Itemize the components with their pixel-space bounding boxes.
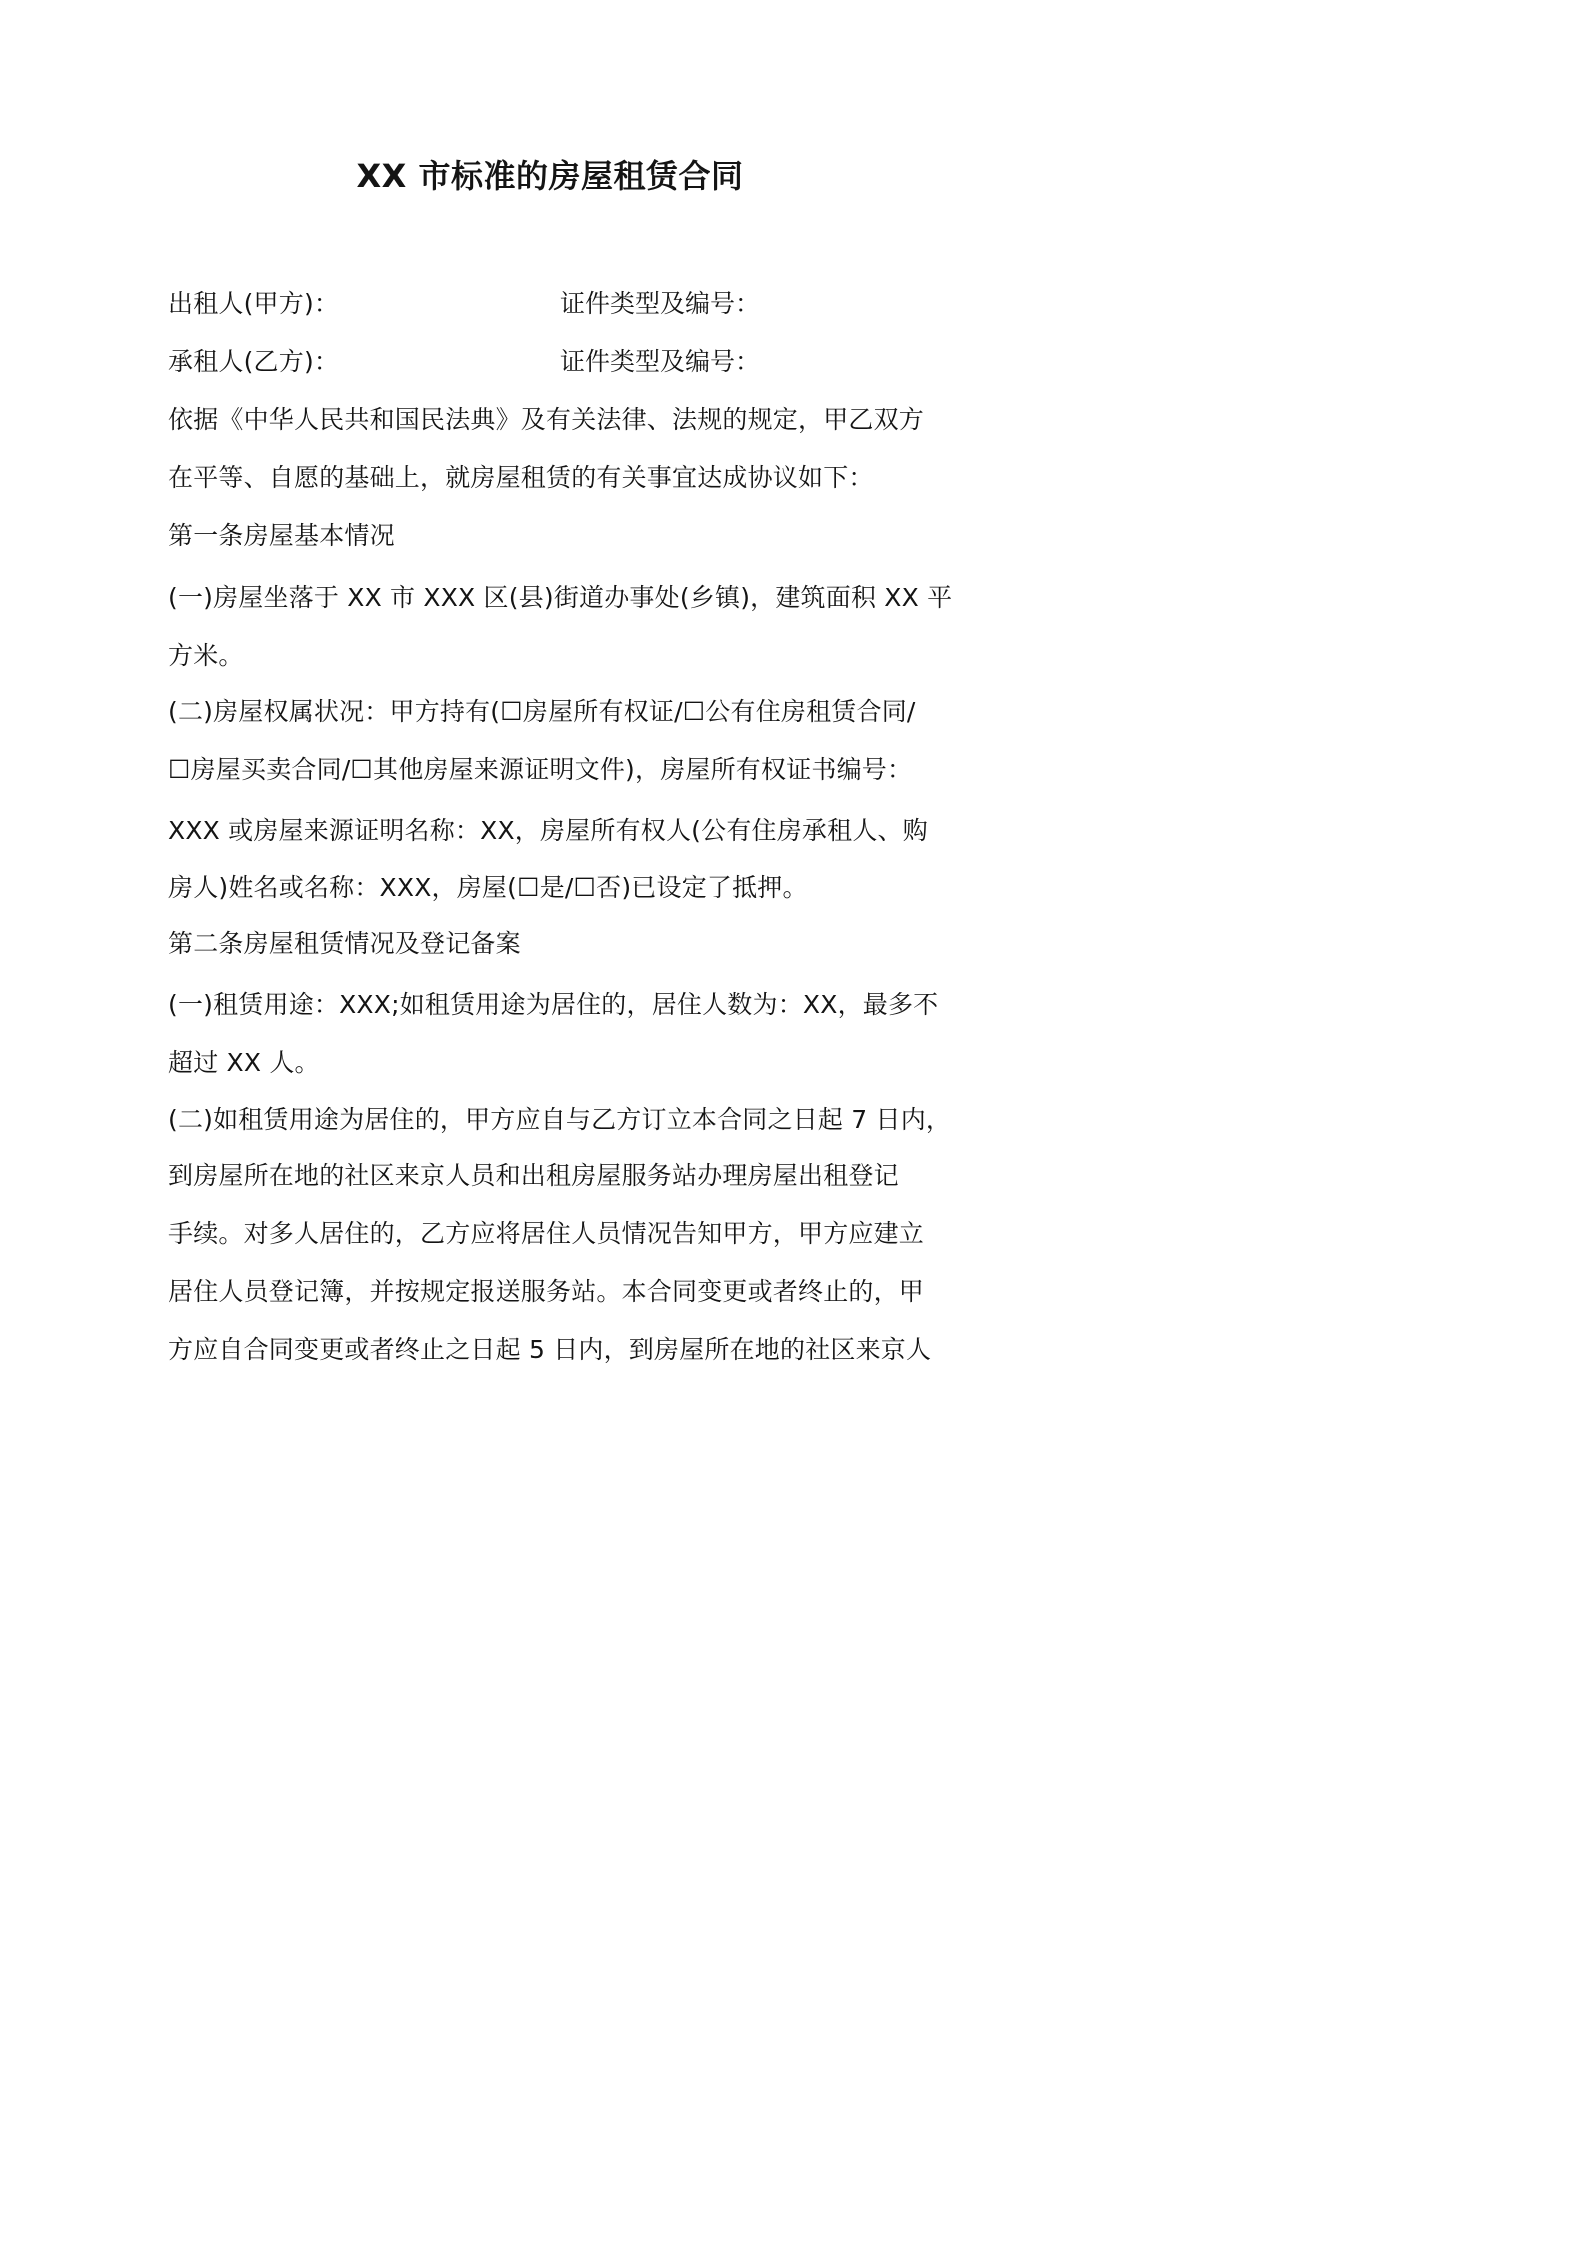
- clause-line: (一)房屋坐落于 XX 市 XXX 区(县)街道办事处(乡镇)，建筑面积 XX 平: [168, 583, 953, 612]
- clause-line: 方应自合同变更或者终止之日起 5 日内，到房屋所在地的社区来京人: [168, 1335, 932, 1364]
- clause-line: (一)租赁用途：XXX;如租赁用途为居住的，居住人数为：XX，最多不: [168, 990, 939, 1019]
- clause-line: (二)如租赁用途为居住的，甲方应自与乙方订立本合同之日起 7 日内，: [168, 1105, 952, 1134]
- clause-line: 手续。对多人居住的，乙方应将居住人员情况告知甲方，甲方应建立: [168, 1219, 925, 1248]
- clause-line: 房人)姓名或名称：XXX，房屋(☐是/☐否)已设定了抵押。: [168, 873, 808, 902]
- clause-line: XXX 或房屋来源证明名称：XX，房屋所有权人(公有住房承租人、购: [168, 816, 928, 845]
- contract-title: XX 市标准的房屋租赁合同: [356, 157, 744, 195]
- lessor-id-label: 证件类型及编号：: [560, 289, 761, 318]
- clause-line: 方米。: [168, 641, 244, 670]
- lessee-label: 承租人(乙方)：: [168, 347, 340, 376]
- lessor-label: 出租人(甲方)：: [168, 289, 340, 318]
- preamble-line: 依据《中华人民共和国民法典》及有关法律、法规的规定，甲乙双方: [168, 405, 925, 434]
- article-heading: 第二条房屋租赁情况及登记备案: [168, 929, 521, 958]
- lessee-id-label: 证件类型及编号：: [560, 347, 761, 376]
- clause-line: (二)房屋权属状况：甲方持有(☐房屋所有权证/☐公有住房租赁合同/: [168, 697, 916, 726]
- document-page: [0, 0, 1100, 1556]
- preamble-line: 在平等、自愿的基础上，就房屋租赁的有关事宜达成协议如下：: [168, 463, 874, 492]
- clause-line: 居住人员登记簿，并按规定报送服务站。本合同变更或者终止的，甲: [168, 1277, 925, 1306]
- article-heading: 第一条房屋基本情况: [168, 521, 395, 550]
- clause-line: ☐房屋买卖合同/☐其他房屋来源证明文件)，房屋所有权证书编号：: [168, 755, 913, 784]
- clause-line: 到房屋所在地的社区来京人员和出租房屋服务站办理房屋出租登记: [168, 1161, 899, 1190]
- clause-line: 超过 XX 人。: [168, 1048, 320, 1077]
